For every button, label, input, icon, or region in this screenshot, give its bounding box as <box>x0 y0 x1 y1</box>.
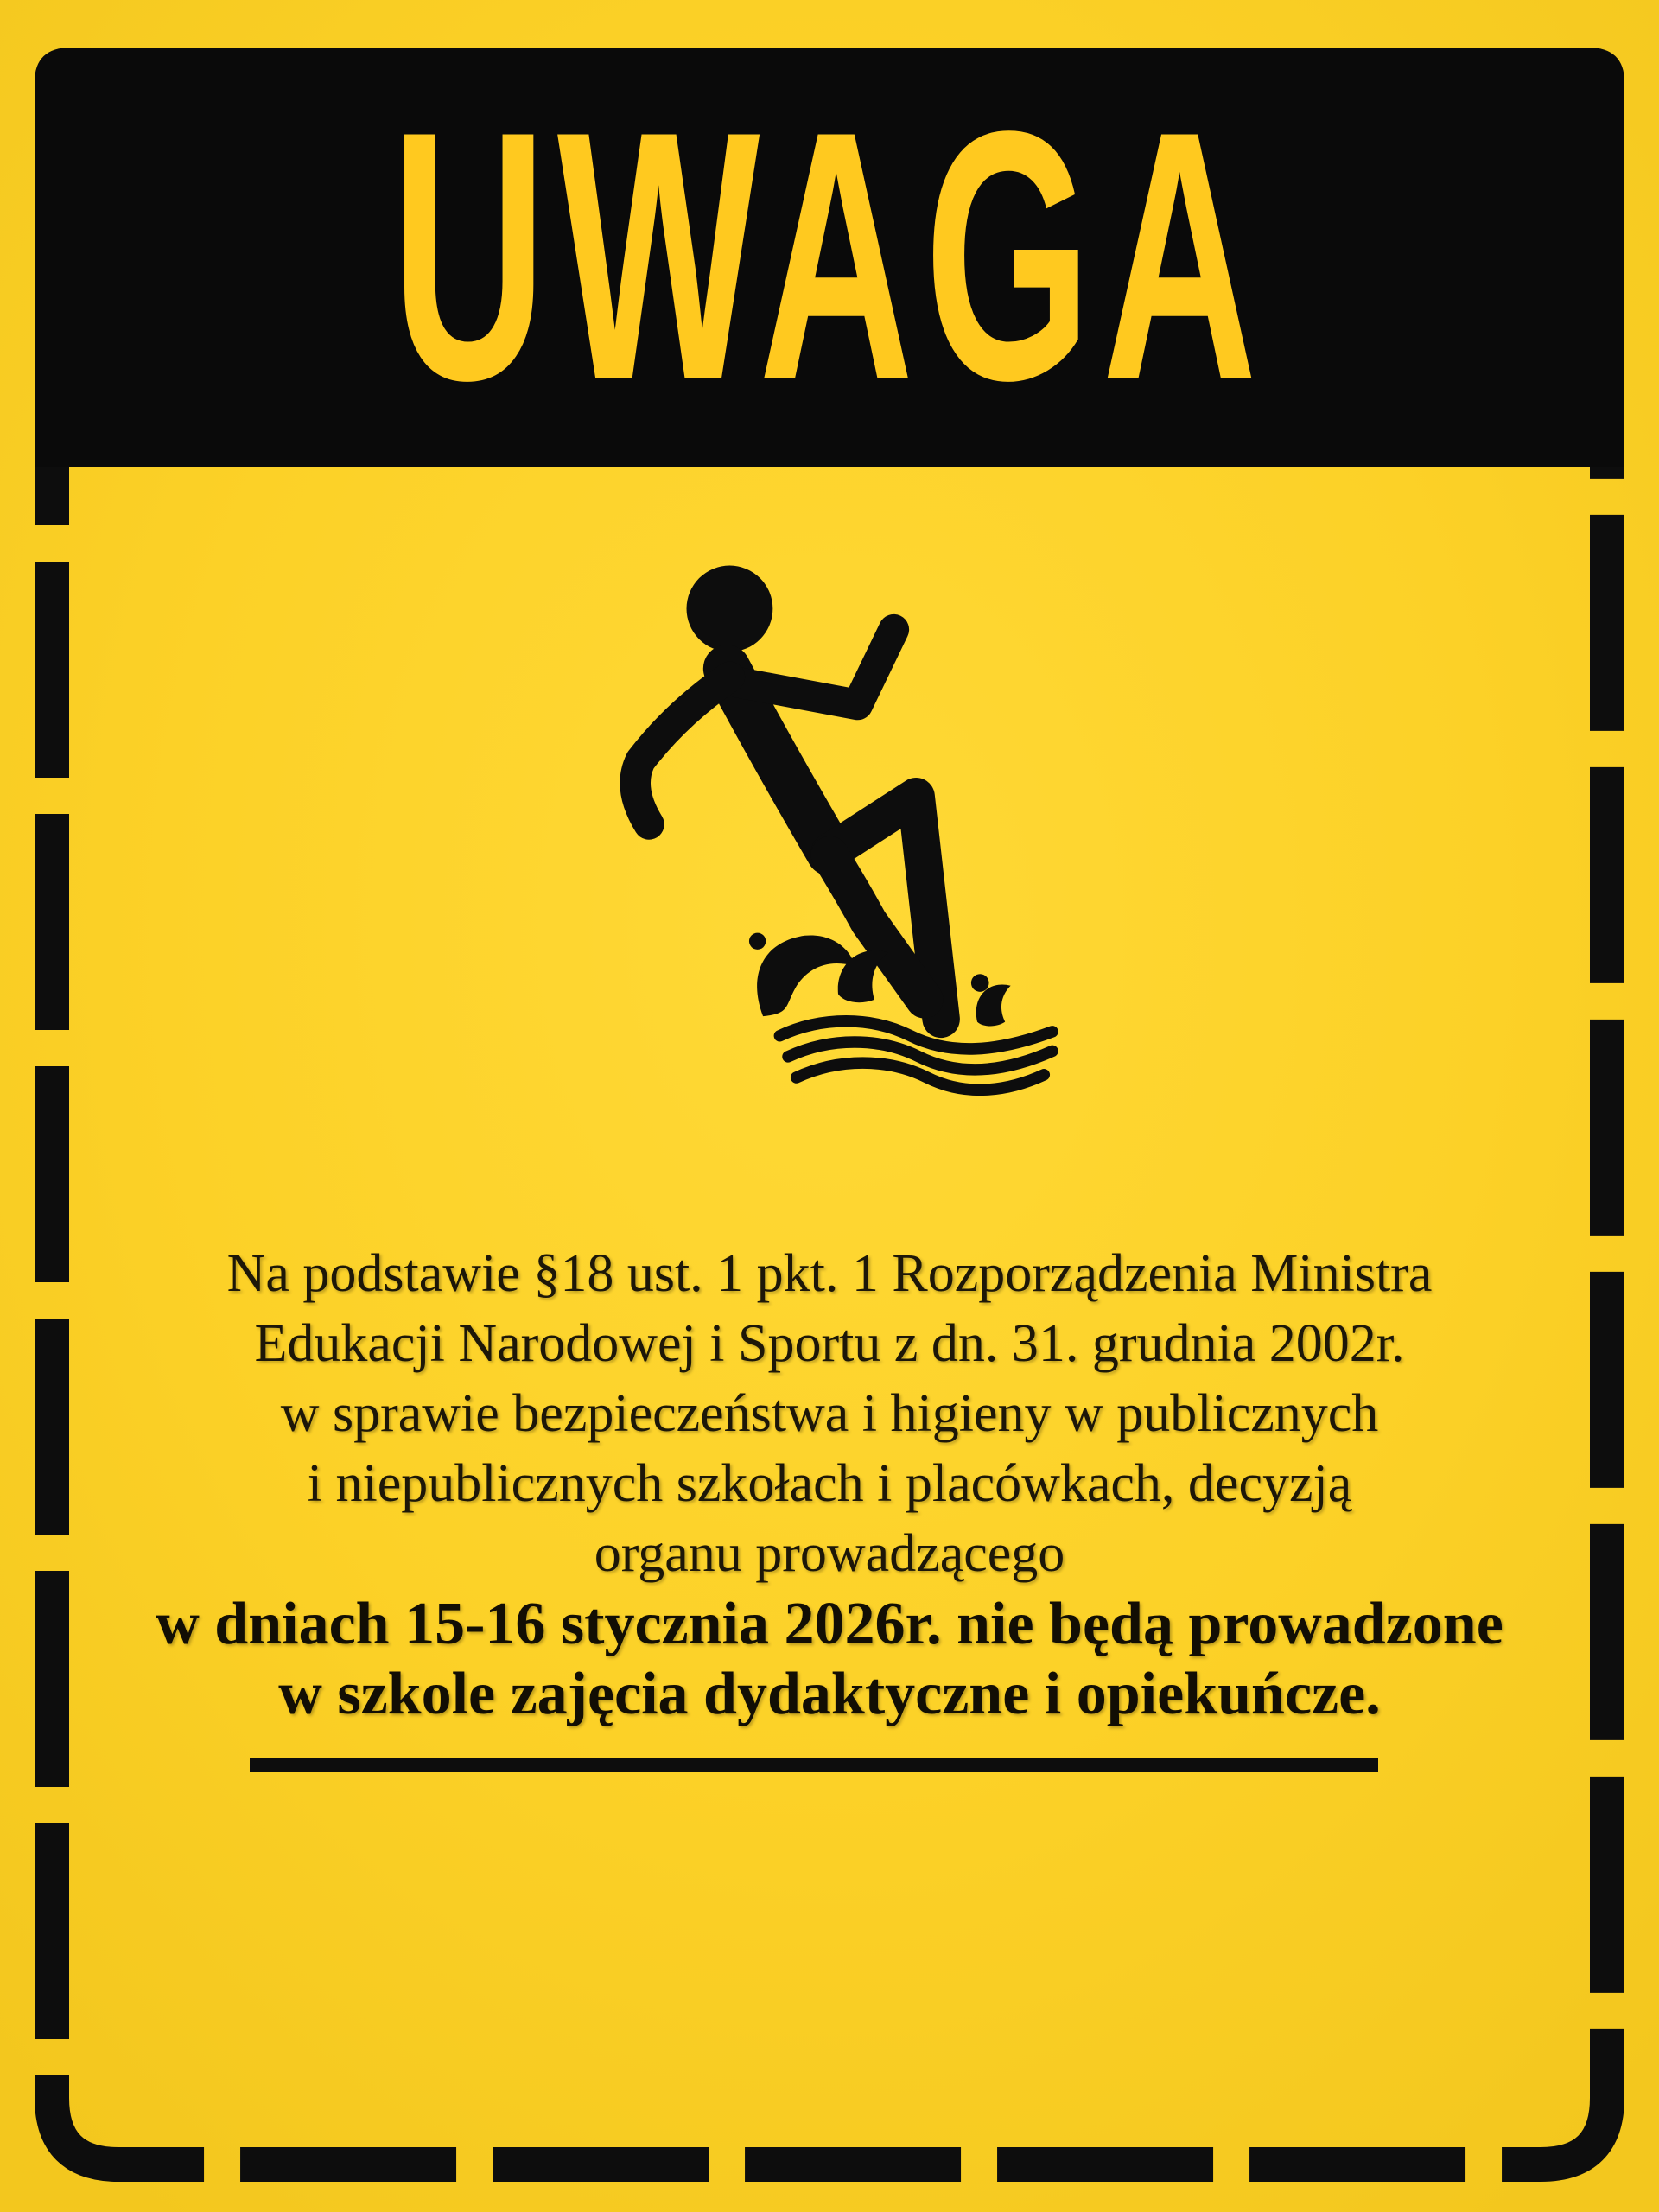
notice-line-4: i niepublicznych szkołach i placówkach, decyzją <box>307 1454 1352 1513</box>
notice-text <box>0 1239 1659 1729</box>
emphasis-line-1: w dniach 15-16 stycznia 2026r. nie będą prowadzone <box>156 1591 1503 1657</box>
notice-line-2: Edukacji Narodowej i Sportu z dn. 31. grudnia 2002r. <box>254 1314 1405 1373</box>
notice-line-1: Na podstawie §18 ust. 1 pkt. 1 Rozporządzenia Ministra <box>226 1244 1433 1303</box>
notice-line-3: w sprawie bezpieczeństwa i higieny w publicznych <box>280 1384 1379 1443</box>
divider-line <box>250 1758 1378 1772</box>
emphasis-line-2: w szkole zajęcia dydaktyczne i opiekuńcze. <box>278 1661 1381 1727</box>
notice-line-5: organu prowadzącego <box>594 1524 1065 1583</box>
page-title: UWAGA <box>391 58 1268 454</box>
slipping-person-icon <box>560 546 1116 1103</box>
header-band-title-area <box>35 48 1624 467</box>
